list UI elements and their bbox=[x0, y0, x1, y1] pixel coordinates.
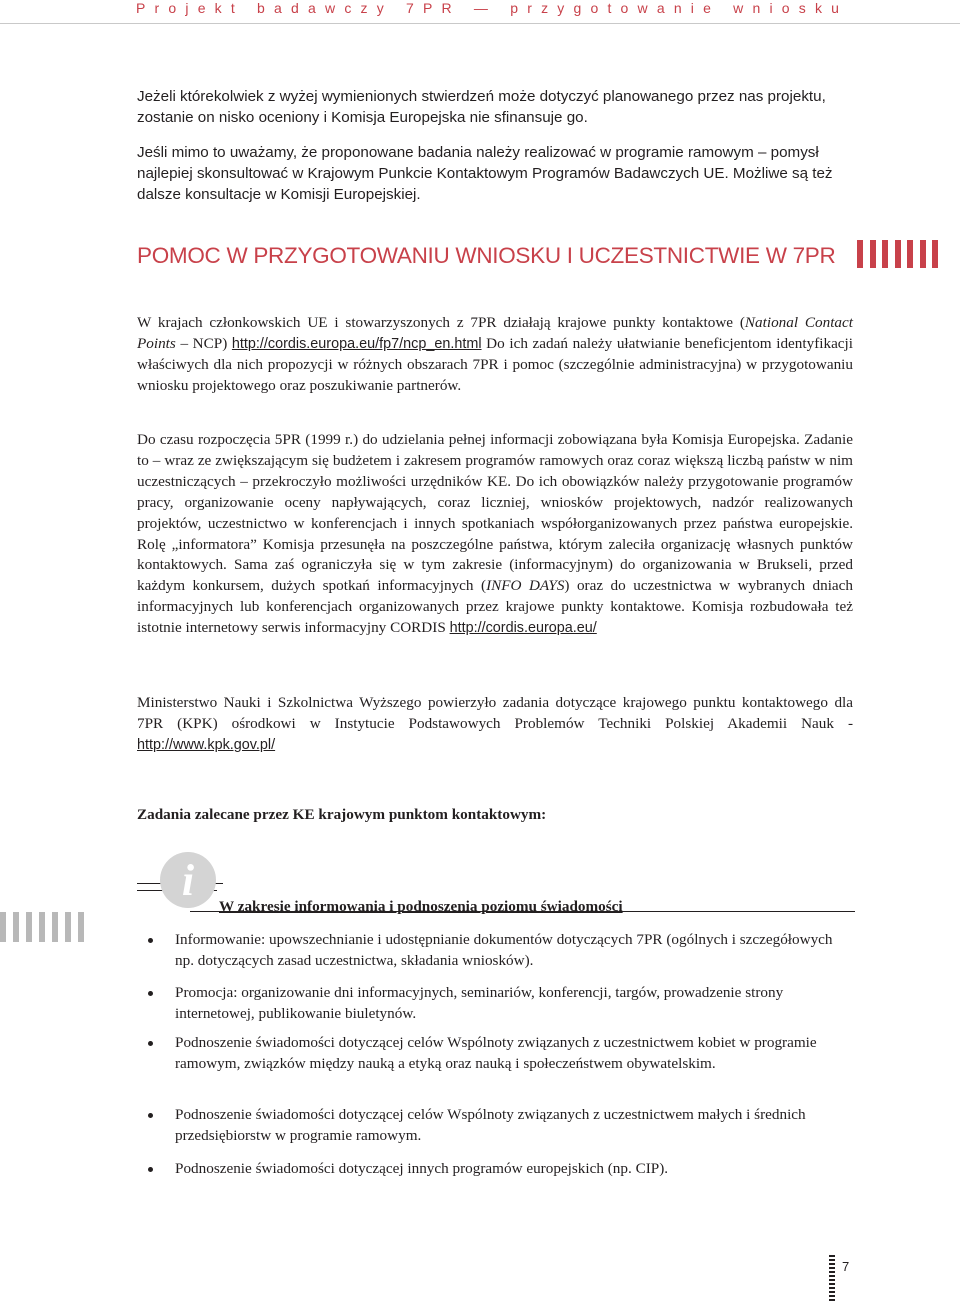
intro-paragraph-2: Jeśli mimo to uważamy, że proponowane badania należy realizować w programie ramowym – pomysł najlepiej skonsultować w Krajowym Punkcie Kontaktowym Programów Badawczych UE. Możliwe są też dalsze konsultacje w Komisji Europejskiej. bbox=[137, 144, 833, 203]
list-item bbox=[175, 1159, 855, 1180]
kpk-link[interactable]: http://www.kpk.gov.pl/ bbox=[137, 736, 276, 753]
bullet-icon bbox=[148, 991, 153, 996]
list-item-text: Informowanie: upowszechnianie i udostępnianie dokumentów dotyczących 7PR (ogólnych i szczegółowych np. dotyczących zasad uczestnictwa, składania wniosków). bbox=[175, 931, 833, 969]
running-header-title: Projekt badawczy 7PR — przygotowanie wniosku bbox=[136, 0, 849, 16]
bullet-icon bbox=[148, 1113, 153, 1118]
header-rule bbox=[0, 23, 960, 24]
page-number: 7 bbox=[842, 1259, 850, 1274]
section-heading: POMOC W PRZYGOTOWANIU WNIOSKU I UCZESTNICTWIE W 7PR bbox=[137, 243, 836, 268]
list-item bbox=[175, 1105, 855, 1147]
bullet-icon bbox=[148, 1041, 153, 1046]
side-decor-bars bbox=[0, 912, 84, 942]
ncp-text-c: Do ich zadań należy ułatwianie beneficjentom identyfikacji właściwych dla nich propozycji w różnych obszarach 7PR i pomoc (szczególnie administracyjna) w przygotowaniu wniosku projektowego oraz poszukiwanie partnerów. bbox=[137, 334, 853, 394]
kpk-text: Ministerstwo Nauki i Szkolnictwa Wyższego powierzyło zadania dotyczące krajowego punktu kontaktowego dla 7PR (KPK) ośrodkowi w Instytucie Podstawowych Problemów Techniki Polskiej Akademii Nauk - bbox=[137, 694, 853, 732]
bullet-icon bbox=[148, 1167, 153, 1172]
list-item bbox=[175, 930, 855, 972]
history-paragraph bbox=[137, 430, 853, 639]
list-item-text: Podnoszenie świadomości dotyczącej celów Wspólnoty związanych z uczestnictwem kobiet w programie ramowym, związków między nauką a etyką oraz nauką i społeczeństwem obywatelskim. bbox=[175, 1034, 817, 1072]
cordis-link[interactable]: http://cordis.europa.eu/ bbox=[449, 620, 597, 637]
history-text-a: Do czasu rozpoczęcia 5PR (1999 r.) do udzielania pełnej informacji zobowiązana była Komisja Europejska. Zadanie to – wraz ze zwiększającym się budżetem i zakresem programów ramowych oraz coraz większą liczbą państw w nim uczestniczących – przekroczyło możliwości urzędników KE. Do ich obowiązków należy przygotowanie programów pracy, organizowanie oceny napływających, coraz liczniej, wniosków projektowych, nadzór realizowanych projektów, uczestnictwo w konferencjach i innych spotkaniach współorganizowanych przez państwa europejskie. Rolę „informatora” Komisja przesunęła na poszczególne państwa, którym zaleciła organizację własnych punktów kontaktowych. Sama zaś ograniczyła się w tym zakresie (informacyjnym) do organizowania w Brukseli, przed każdym konkursem, dużych spotkań informacyjnych ( bbox=[137, 431, 853, 595]
page-number-decor bbox=[829, 1255, 835, 1301]
kpk-paragraph bbox=[137, 693, 853, 756]
list-item-text: Promocja: organizowanie dni informacyjnych, seminariów, konferencji, targów, prowadzenie strony internetowej, publikowanie biuletynów. bbox=[175, 984, 784, 1022]
list-item bbox=[175, 1033, 855, 1075]
tasks-label: Zadania zalecane przez KE krajowym punktom kontaktowym: bbox=[137, 806, 547, 823]
intro-paragraph-1: Jeżeli którekolwiek z wyżej wymienionych stwierdzeń może dotyczyć planowanego przez nas projektu, zostanie on nisko oceniony i Komisja Europejska nie sfinansuje go. bbox=[137, 88, 826, 127]
history-text-b: ) oraz do uczestnictwa w wybranych dniach informacyjnych lub konferencjach organizowanych przez krajowe punkty kontaktowe. Komisja rozbudowała też istotnie internetowy serwis informacyjny CORDIS bbox=[137, 577, 853, 637]
heading-decor-bars bbox=[857, 240, 938, 268]
ncp-text-a: W krajach członkowskich UE i stowarzyszonych z 7PR działają krajowe punkty kontaktowe ( bbox=[137, 314, 745, 331]
ncp-paragraph bbox=[137, 313, 853, 397]
ncp-text-b: – NCP) bbox=[175, 334, 232, 352]
list-item bbox=[175, 983, 855, 1025]
tasks-subheading: W zakresie informowania i podnoszenia poziomu świadomości bbox=[219, 898, 623, 915]
ncp-italic: National Contact Points bbox=[137, 314, 853, 352]
list-item-text: Podnoszenie świadomości dotyczącej celów Wspólnoty związanych z uczestnictwem małych i średnich przedsiębiorstw w programie ramowym. bbox=[175, 1106, 806, 1144]
history-italic: INFO DAYS bbox=[486, 577, 565, 595]
ncp-link[interactable]: http://cordis.europa.eu/fp7/ncp_en.html bbox=[231, 335, 482, 352]
running-header bbox=[0, 0, 960, 26]
bullet-icon bbox=[148, 938, 153, 943]
list-item-text: Podnoszenie świadomości dotyczącej innych programów europejskich (np. CIP). bbox=[175, 1160, 669, 1177]
info-icon-glyph: i bbox=[181, 856, 195, 905]
